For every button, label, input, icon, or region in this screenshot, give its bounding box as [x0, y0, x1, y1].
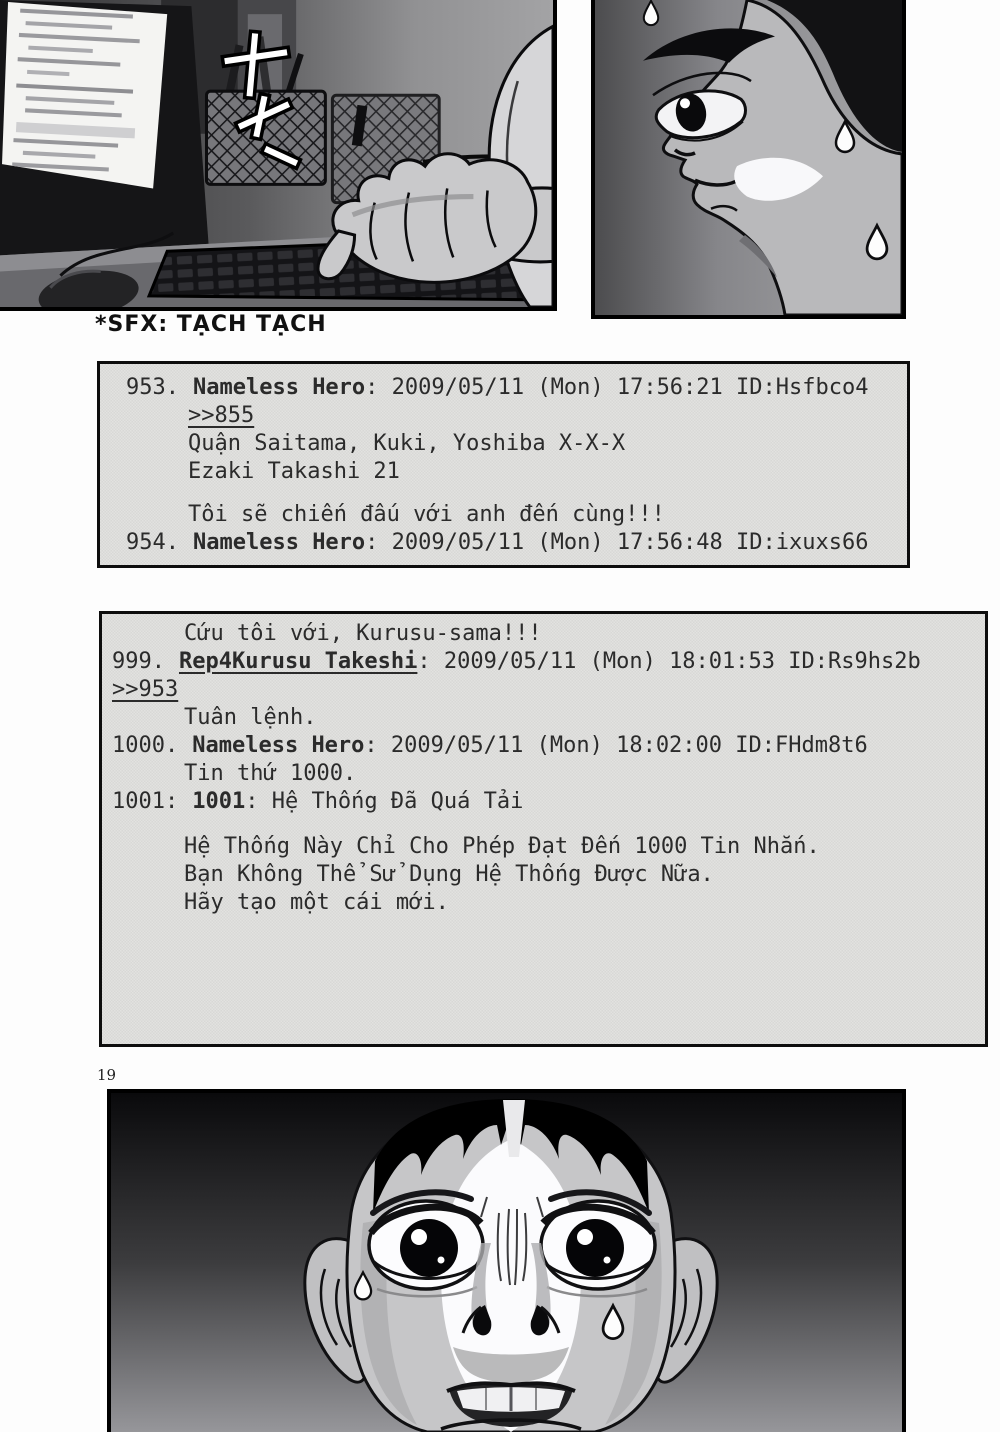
post-number: 1001: [112, 789, 179, 814]
post-header-953 [100, 374, 907, 402]
mouth-illustration [441, 1383, 581, 1429]
post-header-1001 [102, 788, 985, 816]
shocked-face-illustration [111, 1093, 902, 1432]
system-title: : Hệ Thống Đã Quá Tải [245, 789, 524, 814]
post-number: 954. [126, 530, 179, 555]
sfx-caption: *SFX: TẠCH TẠCH [95, 312, 327, 337]
reply-anchor-855[interactable]: >>855 [188, 403, 255, 428]
monitor-illustration [0, 0, 210, 280]
system-number: 1001 [192, 789, 246, 814]
bbs-thread-box-1 [97, 361, 910, 568]
post-author: Nameless Hero [192, 733, 365, 758]
panel-shocked-face [107, 1089, 906, 1432]
post-reply-line [102, 676, 985, 704]
post-body-line: Tuân lệnh. [184, 705, 317, 730]
bbs-thread-box-2 [99, 611, 988, 1047]
profile-face-illustration [595, 0, 902, 315]
post-number: 999. [112, 649, 165, 674]
post-author-link[interactable]: Rep4Kurusu Takeshi [178, 649, 418, 674]
post-author: Nameless Hero [192, 530, 366, 555]
post-author: Nameless Hero [192, 375, 366, 400]
post-meta: : 2009/05/11 (Mon) 18:01:53 ID:Rs9hs2b [417, 649, 921, 674]
post-meta: : 2009/05/11 (Mon) 17:56:21 ID:Hsfbco4 [365, 375, 869, 400]
blank-line [100, 486, 907, 501]
desk-scene-illustration [0, 0, 553, 307]
post-meta: : 2009/05/11 (Mon) 17:56:48 ID:ixuxs66 [365, 530, 869, 555]
system-message-line: Hãy tạo một cái mới. [184, 890, 449, 915]
system-message-line: Bạn Không Thể Sử Dụng Hệ Thống Được Nữa. [184, 862, 714, 887]
post-header-999 [102, 648, 985, 676]
blank-line [102, 816, 985, 833]
post-header-954 [100, 529, 907, 557]
post-body-line: Cứu tôi với, Kurusu-sama!!! [184, 621, 542, 646]
post-body-line: Tôi sẽ chiến đấu với anh đến cùng!!! [188, 502, 665, 527]
post-meta: : 2009/05/11 (Mon) 18:02:00 ID:FHdm8t6 [364, 733, 868, 758]
post-number: 953. [126, 375, 179, 400]
post-header-1000 [102, 732, 985, 760]
page-number: 19 [97, 1066, 117, 1084]
panel-profile-face [591, 0, 906, 319]
post-body-line: Quận Saitama, Kuki, Yoshiba X-X-X [188, 431, 626, 456]
post-number: 1000. [112, 733, 179, 758]
post-reply-line [100, 402, 907, 430]
system-message-line: Hệ Thống Này Chỉ Cho Phép Đạt Đến 1000 Tin Nhắn. [184, 834, 820, 859]
post-body-line: Tin thứ 1000. [184, 761, 357, 786]
post-body-line: Ezaki Takashi 21 [188, 459, 400, 484]
reply-anchor-953[interactable]: >>953 [112, 677, 179, 702]
panel-desk-scene [0, 0, 557, 311]
